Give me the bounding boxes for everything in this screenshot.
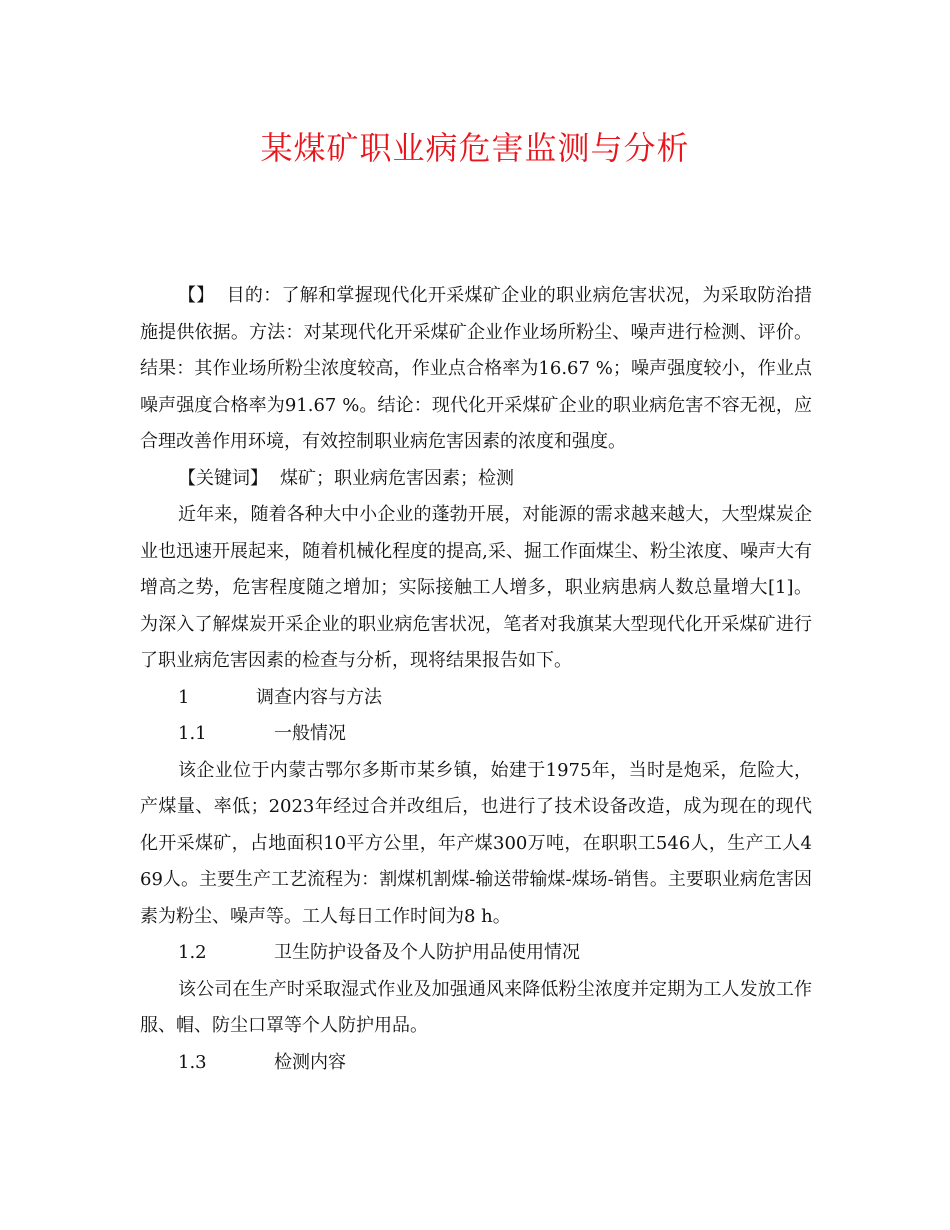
section-title: 卫生防护设备及个人防护用品使用情况 xyxy=(274,942,580,963)
section-number: 1 xyxy=(178,686,190,708)
section-title: 一般情况 xyxy=(274,723,346,744)
section-1-2-heading xyxy=(140,935,812,972)
section-1-2-paragraph: 该公司在生产时采取湿式作业及加强通风来降低粉尘浓度并定期为工人发放工作服、帽、防尘口罩等个人防护用品。 xyxy=(140,978,812,1036)
abstract-text: 目的：了解和掌握现代化开采煤矿企业的职业病危害状况，为采取防治措施提供依据。方法：对某现代化开采煤矿企业作业场所粉尘、噪声进行检测、评价。结果：其作业场所粉尘浓度较高，作业点合格率为16.67 %；噪声强度较小，作业点噪声强度合格率为91.67 %。结论：现代化开采煤矿企业的职业病危害不容无视，应合理改善作用环境，有效控制职业病危害因素的浓度和强度。 xyxy=(140,285,812,452)
section-number: 1.2 xyxy=(178,942,207,963)
section-1-heading xyxy=(140,680,812,717)
keywords-label: 【关键词】 xyxy=(178,467,268,489)
keywords-paragraph xyxy=(140,461,812,498)
section-title: 检测内容 xyxy=(274,1051,346,1073)
section-number: 1.3 xyxy=(178,1051,207,1073)
section-1-1-paragraph: 该企业位于内蒙古鄂尔多斯市某乡镇，始建于1975年，当时是炮采，危险大，产煤量、率低；2023年经过合并改组后，也进行了技术设备改造，成为现在的现代化开采煤矿，占地面积10平方公里，年产煤300万吨，在职职工546人，生产工人469人。主要生产工艺流程为：割煤机割煤-输送带输煤-煤场-销售。主要职业病危害因素为粉尘、噪声等。工人每日工作时间为8 h。 xyxy=(140,759,812,927)
section-title: 调查内容与方法 xyxy=(256,686,382,708)
abstract-paragraph xyxy=(140,278,812,461)
document-body xyxy=(140,278,812,1081)
section-1-1-heading xyxy=(140,716,812,753)
abstract-label: 【】 xyxy=(178,285,215,306)
keywords-text: 煤矿；职业病危害因素；检测 xyxy=(280,467,514,489)
section-number: 1.1 xyxy=(178,723,207,744)
intro-paragraph: 近年来，随着各种大中小企业的蓬勃开展，对能源的需求越来越大，大型煤炭企业也迅速开展起来，随着机械化程度的提高,采、掘工作面煤尘、粉尘浓度、噪声大有增高之势，危害程度随之增加；实际接触工人增多，职业病患病人数总量增大[1]。为深入了解煤炭开采企业的职业病危害状况，笔者对我旗某大型现代化开采煤矿进行了职业病危害因素的检查与分析，现将结果报告如下。 xyxy=(140,504,812,671)
document-title: 某煤矿职业病危害监测与分析 xyxy=(260,129,690,167)
section-1-3-heading xyxy=(140,1045,812,1082)
